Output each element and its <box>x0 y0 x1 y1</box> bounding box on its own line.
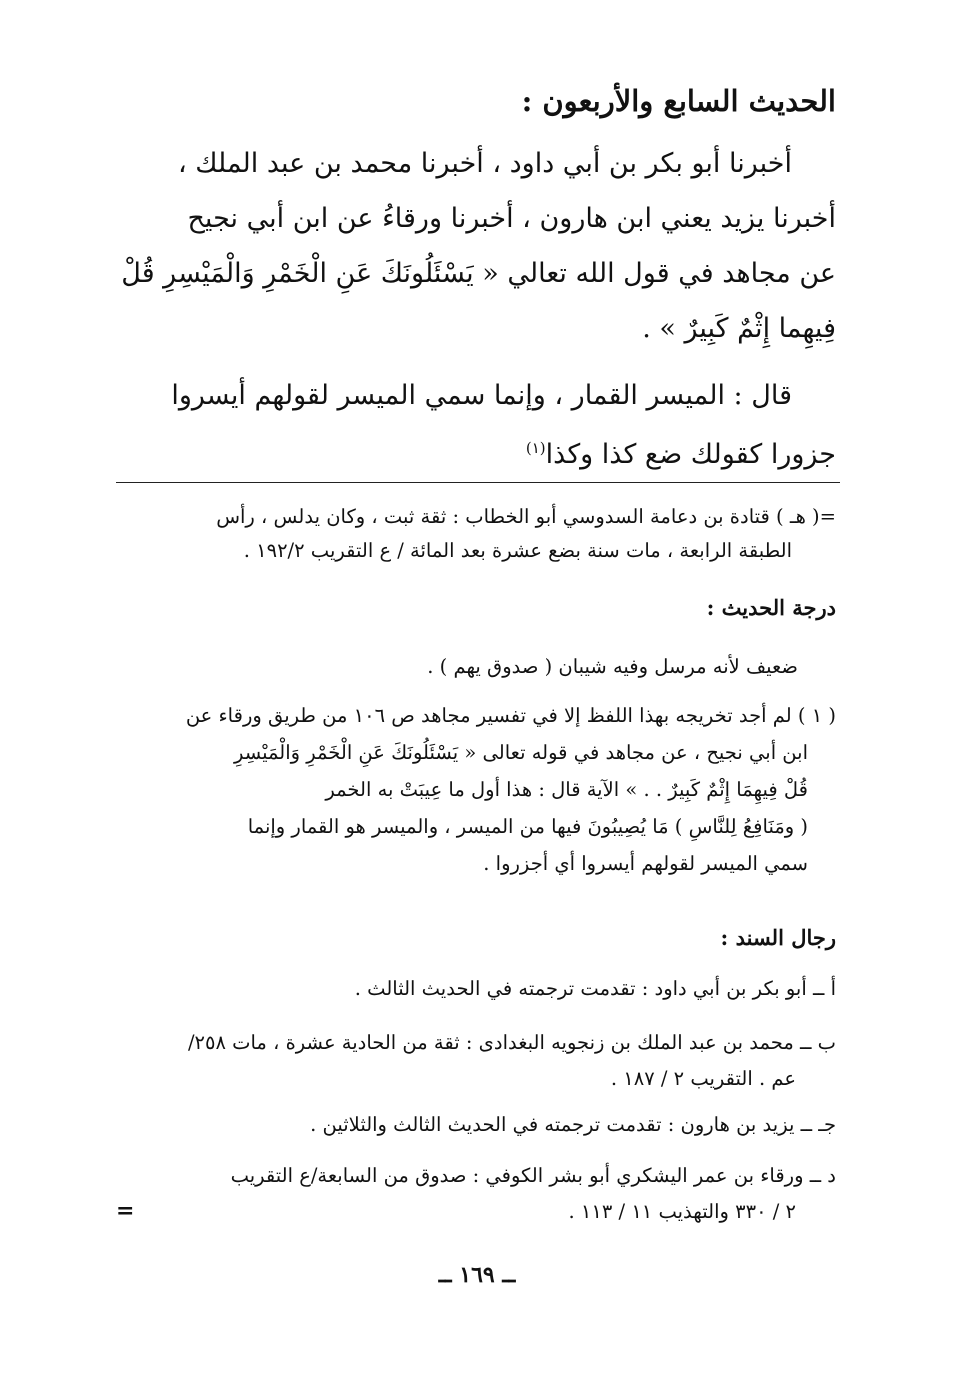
narrator-item: أ ــ أبو بكر بن أبي داود : تقدمت ترجمته في الحديث الثالث . <box>354 977 836 1000</box>
text-line: أخبرنا أبو بكر بن أبي داود ، أخبرنا محمد بن عبد الملك ، <box>177 148 792 179</box>
footnote-line: ( ١ ) لم أجد تخريجه بهذا اللفظ إلا في تفسير مجاهد ص ١٠٦ من طريق ورقاء عن <box>185 704 836 727</box>
narrator-line: ب ــ محمد بن عبد الملك بن زنجويه البغدادى : ثقة من الحادية عشرة ، مات ٢٥٨/ <box>187 1031 836 1054</box>
previous-footnote <box>216 500 836 568</box>
text-line: عن مجاهد في قول الله تعالي « يَسْئَلُونَكَ عَنِ الْخَمْرِ وَالْمَيْسِرِ قُلْ <box>121 258 836 289</box>
text-line: فِيهِما إِثْمٌ كَبِيرٌ » . <box>642 313 836 344</box>
footnote-line: ( ومَنَافِعُ لِلنَّاسِ ) مَا يُصِيبُونَ فيها من الميسر ، والميسر هو القمار وإنما <box>247 815 808 838</box>
footnote-marker: (١) <box>525 439 546 457</box>
narrator-item <box>231 1158 836 1230</box>
footnote-line: قُلْ فِيهِمَا إِثْمٌ كَبِيرٌ . . » الآية قال : هذا أول ما عِيبَتْ به الخمر <box>325 778 808 801</box>
footnote-separator <box>116 482 840 483</box>
degree-heading: درجة الحديث : <box>706 595 836 620</box>
text-line-content: جزورا كقولك ضع كذا وكذا <box>545 439 836 470</box>
text-line: قال : الميسر القمار ، وإنما سمي الميسر لقولهم أيسروا <box>171 380 792 411</box>
page-number: ــ ١٦٩ ــ <box>438 1262 516 1288</box>
narrator-item <box>188 1025 836 1097</box>
narrators-heading: رجال السند : <box>720 925 836 950</box>
footnote-line: ابن أبي نجيح ، عن مجاهد في قوله تعالى « يَسْئَلُونَكَ عَنِ الْخَمْرِ وَالْمَيْسِرِ <box>233 741 808 764</box>
footnote-line: سمي الميسر لقولهم أيسروا أي أجزروا . <box>483 852 808 875</box>
narrator-line: ٢ / ٣٣٠ والتهذيب ١١ / ١١٣ . <box>568 1200 796 1223</box>
text-line <box>171 422 836 481</box>
degree-text: ضعيف لأنه مرسل وفيه شيبان ( صدوق يهم ) . <box>427 655 798 678</box>
continuation-mark: = <box>116 1198 135 1224</box>
hadith-text <box>121 136 836 356</box>
hadith-title: الحديث السابع والأربعون : <box>521 84 836 118</box>
narrator-line: د ــ ورقاء بن عمر اليشكري أبو بشر الكوفي : صدوق من السابعة/ع التقريب <box>230 1164 836 1187</box>
footnote-1 <box>186 697 836 882</box>
explanation-paragraph <box>171 370 836 481</box>
footnote-line: =( هـ ) قتادة بن دعامة السدوسي أبو الخطاب : ثقة ثبت ، وكان يدلس ، رأس <box>216 505 836 528</box>
text-line: أخبرنا يزيد يعني ابن هارون ، أخبرنا ورقاءُ عن ابن أبي نجيح <box>187 203 836 234</box>
footnote-line: الطبقة الرابعة ، مات سنة بضع عشرة بعد المائة / ع التقريب ١٩٢/٢ . <box>243 539 792 562</box>
narrator-line: عم . التقريب ٢ / ١٨٧ . <box>610 1067 796 1090</box>
narrator-item: جـ ــ يزيد بن هارون : تقدمت ترجمته في الحديث الثالث والثلاثين . <box>310 1113 836 1136</box>
